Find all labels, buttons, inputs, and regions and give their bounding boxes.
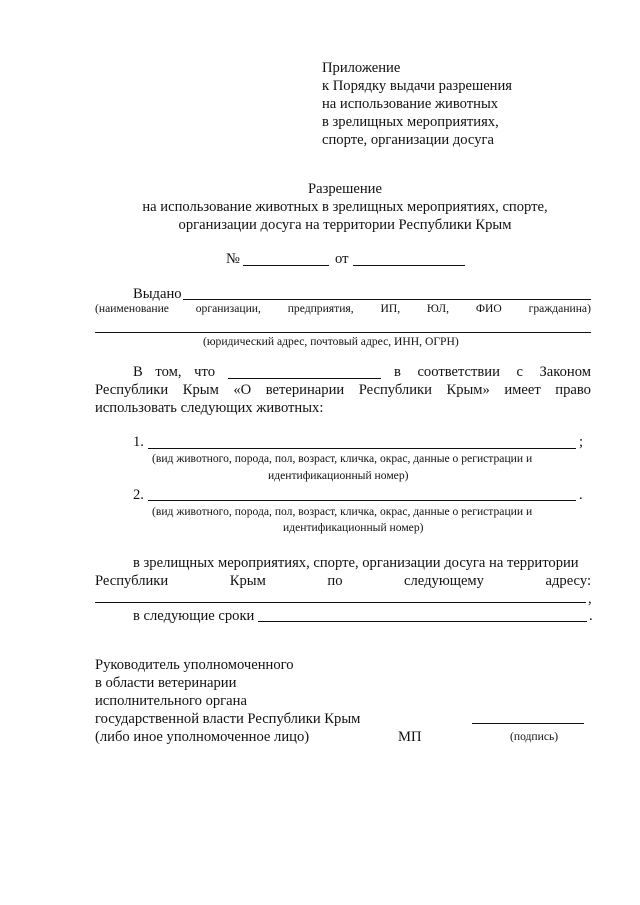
terms-end: . [589, 608, 593, 624]
terms-label: в следующие сроки [133, 608, 255, 624]
issued-to-field[interactable] [183, 299, 591, 300]
appendix-line: Приложение [322, 60, 401, 76]
statement-word: право [555, 382, 591, 398]
signature-hint: (подпись) [510, 730, 559, 743]
statement-word: в [394, 364, 401, 380]
address-end: , [588, 591, 592, 607]
statement-word: ветеринарии [265, 382, 345, 398]
signature-field[interactable] [472, 723, 584, 724]
number-field[interactable] [243, 265, 329, 266]
statement-word: Крым» [446, 382, 490, 398]
appendix-line: к Порядку выдачи разрешения [322, 78, 513, 94]
animal-hint: идентификационный номер) [268, 469, 409, 482]
document-subtitle-line: на использование животных в зрелищных мероприятиях, спорте, [142, 199, 548, 215]
issued-label: Выдано [133, 286, 182, 302]
signature-line: Руководитель уполномоченного [95, 657, 294, 673]
address-field[interactable] [95, 332, 591, 333]
stamp-label: МП [398, 729, 422, 745]
appendix-line: в зрелищных мероприятиях, [322, 114, 499, 130]
statement-word: Республики [95, 382, 169, 398]
statement-tail [394, 363, 591, 381]
hint-word: организации, [195, 302, 261, 315]
animal-field-1[interactable] [148, 448, 576, 449]
signature-line: государственной власти Республики Крым [95, 711, 361, 727]
location-word: Крым [229, 573, 266, 589]
statement-word: том, [155, 364, 182, 380]
appendix-line: спорте, организации досуга [322, 132, 494, 148]
location-word: Республики [95, 573, 169, 589]
hint-word: предприятия, [287, 302, 354, 315]
animal-hint: (вид животного, порода, пол, возраст, кличка, окрас, данные о регистрации и [152, 505, 533, 518]
location-line-1: в зрелищных мероприятиях, спорте, организации досуга на территории [133, 555, 579, 571]
location-word: адресу: [545, 573, 591, 589]
animal-hint: идентификационный номер) [283, 521, 424, 534]
hint-word: (наименование [95, 302, 169, 315]
animal-field-2[interactable] [148, 500, 576, 501]
statement-word: что [194, 364, 215, 380]
statement-line-3: использовать следующих животных: [95, 400, 324, 416]
location-word: по [327, 573, 343, 589]
address-input-line[interactable] [95, 602, 586, 603]
document-subtitle-line: организации досуга на территории Республики Крым [178, 217, 512, 233]
hint-word: ЮЛ, [426, 302, 450, 315]
appendix-line: на использование животных [322, 96, 499, 112]
statement-name-field[interactable] [228, 378, 381, 379]
signature-line: (либо иное уполномоченное лицо) [95, 729, 310, 745]
signature-line: в области ветеринарии [95, 675, 237, 691]
animal-item-end: ; [579, 434, 584, 450]
statement-word: имеет [504, 382, 541, 398]
hint-word: ИП, [380, 302, 401, 315]
statement-word: соответствии [417, 364, 500, 380]
animal-item-end: . [579, 487, 583, 503]
statement-word: «О [233, 382, 252, 398]
signature-line: исполнительного органа [95, 693, 247, 709]
statement-word: Крым [182, 382, 219, 398]
location-word: следующему [404, 573, 484, 589]
number-label: № [226, 251, 240, 267]
animal-hint: (вид животного, порода, пол, возраст, кличка, окрас, данные о регистрации и [152, 452, 533, 465]
statement-word: В [133, 364, 143, 380]
date-label: от [335, 251, 349, 267]
address-hint: (юридический адрес, почтовый адрес, ИНН, ОГРН) [203, 335, 459, 348]
terms-field[interactable] [258, 621, 587, 622]
statement-word: с [516, 364, 523, 380]
date-field[interactable] [353, 265, 465, 266]
location-line-2 [95, 572, 591, 590]
animal-item-number: 2. [133, 487, 144, 503]
statement-start [133, 363, 215, 381]
statement-line-2 [95, 381, 591, 399]
statement-word: Законом [539, 364, 591, 380]
hint-word: гражданина) [528, 302, 591, 315]
document-title: Разрешение [308, 181, 382, 197]
issued-hint [95, 302, 591, 316]
statement-word: Республики [358, 382, 432, 398]
animal-item-number: 1. [133, 434, 144, 450]
hint-word: ФИО [475, 302, 502, 315]
